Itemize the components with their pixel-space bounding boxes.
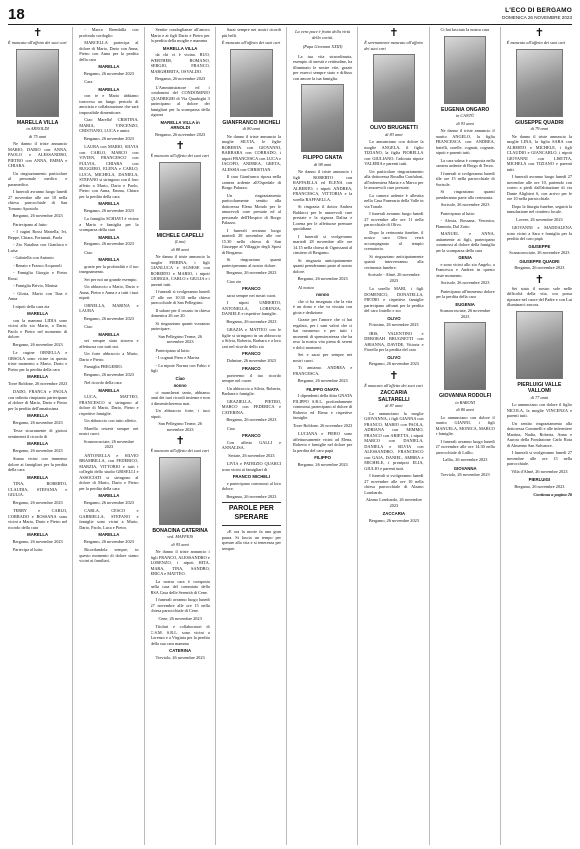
notice-name: nonno [173, 383, 187, 389]
notice-place-date: Bergamo, 26 novembre 2023 [297, 378, 348, 384]
notice-text: Marella resterà sempre nei nostri cuori. [79, 425, 139, 436]
notice-text: Lo annunciano con dolore il figlio NICOLA, la moglie VINCENZA e parenti tutti. [506, 402, 572, 419]
notice-name: MARELLA [27, 311, 49, 317]
notice-text: con la mamma LIDIA sono vicini allo zio Mario, a Dario, Paolo e Pietro nel momento di dolore. [8, 317, 68, 340]
cross-icon: ✝ [389, 368, 399, 382]
notice-name: OLIVO [387, 354, 401, 360]
notice-text: Sei stato il nostro sole nelle difficoltà della vita, ora possa riposare nel cuore del Padre e con Lui illuminarci ancora. [506, 285, 572, 308]
deceased-detail: (Lino) [174, 239, 186, 245]
notice-text: La cara salma è composta nella camera ardente di Borgo di Terzo. [435, 157, 495, 169]
notice-text: MARCELLA partecipa al dolore di Mario, Dario con Anna, Pietro con Anna per la perdita della cara [79, 40, 139, 62]
notice-text: Partecipano al lutto: [155, 347, 191, 353]
notice-text: - I cognati Piero e Marisa [155, 355, 200, 361]
notice-text: Cara [84, 79, 93, 84]
notice-place-date: Bergamo, 26 novembre 2023 [83, 241, 134, 246]
notice-text: - Alexia, Rossana, Veronica, Flaminia, Dal Zotto [435, 218, 495, 229]
notice-place-date: Bergamo, 26 novembre 2023 [12, 499, 63, 505]
deceased-detail: di 83 anni [385, 131, 403, 137]
notice-text: grazie per la profondità e il tuo insegnamento. [79, 263, 139, 274]
notice-place-date: Bergamo, 26 novembre 2023 [226, 318, 277, 324]
notice-text: Ne danno il triste annuncio il marito ANGELO, la figlia FRANCESCA con ANDREA, fratelli, sorelle, cognati, cognate, nipoti e parenti tutti. [435, 128, 495, 156]
notice-text: Famiglia PREGERIO. [84, 364, 123, 369]
notice-text: - Gabriella con Antonio [13, 255, 54, 261]
deceased-name: GIOVANNA RODOLFI [439, 393, 492, 400]
deceased-detail: ved. MAFFEIS [167, 534, 194, 540]
notice-text: Ricordandola sempre, in questo momento di dolore siamo vicini ai familiari. [79, 547, 139, 563]
notice-place-date: Bergamo, 26 novembre 2023 [12, 419, 63, 425]
notice-name: FRANCO [242, 286, 261, 292]
notice-text: Ne danno il triste annuncio la moglie LINA, la figlia SARA con ALBERTO e MICHELE, i figli CLAUDIO e GIANCARLO, i nipoti GIOVANNI con LISETTA, MICHELA con TIZIANO e parenti tutti. [506, 133, 572, 172]
portrait-photo [16, 49, 59, 117]
notice-place-date: Cene, 26 novembre 2023 [158, 615, 202, 621]
page-number: 18 [8, 6, 25, 23]
notice-text: - Famiglia Giorgio e Pietro Rossi [8, 270, 68, 281]
notice-place-date: San Pellegrino Terme, 26 novembre 2023 [158, 333, 202, 345]
notice-place-date: Bergamo, 26 novembre 2023 [12, 341, 63, 347]
notice-text: Il salone per il rosario in chiesa domenica 26 ore 20. [150, 307, 210, 319]
deceased-detail: di 88 anni [171, 246, 189, 252]
notice-text: - Famiglia Brivio, Marina [13, 283, 58, 289]
notice-name: MARELLA [27, 413, 49, 419]
deceased-detail: in BARONI [455, 399, 475, 405]
notice-place-date: Bergamo, 26 novembre 2023 [83, 207, 134, 213]
notice-place-date: Scanzorosciate, 26 novembre 2023 [83, 438, 135, 449]
deceased-name: GIANFRANCO MICHELI [222, 119, 281, 126]
notice-text: Nel ricordo della cara [84, 380, 122, 385]
notice-name: MARELLA [98, 257, 120, 262]
notice-place-date: Dalmine, 26 novembre 2023 [226, 357, 276, 363]
notice-name: OLIVO [387, 315, 401, 321]
notice-text: Ne danno il triste annuncio la moglie PIERINA, i figli GIANLUCA e AGNESE con ROBERTO e MARIO, i nipoti GIORGIA, CARLO e GIULIA e i parenti tutti. [150, 254, 210, 287]
notice-text: IRIS, VALENTINO e DEBORAH BRUGNETTI con ARIANNA, DAVIDE, Vittoria e Fiorella per la perdita del caro [364, 330, 424, 353]
notice-text: L'Amministratore ed i condomini del CONDOMINIO QUADRIGHI di Via Quadrighi 3 partecipano al dolore dei famigliari per la scomparsa della signora [150, 84, 210, 117]
notice-text: - Marco Brembilla con profondo cordoglio [79, 27, 139, 38]
notice-text: che ci ha insegnato che la vita è un dono e che va vissuta con gioia e dedizione. [293, 298, 353, 315]
column-5 [293, 27, 358, 845]
notice-text: ci mancherai tanto, abbiamo tanti dei tuoi ricordi insieme e non ti dimenticheremo mai. [150, 389, 210, 406]
notice-text: ORNELLA, MARINA e LAURA [79, 302, 139, 313]
notice-name: GIUSEPPE [528, 243, 551, 249]
notice-place-date: Scanzorosciate, 26 novembre 2023 [509, 250, 570, 256]
continuation-note: Continua a pagina 26 [533, 492, 572, 498]
cross-icon: ✝ [534, 27, 544, 39]
portrait-photo [373, 54, 416, 122]
notice-text: - La nipote Norma con Fabio e figli [150, 362, 210, 374]
notice-text: Si ringraziano quanti vorranno partecipare. [150, 320, 210, 332]
deceased-name: PIERLUIGI VALLE VALLOMI [517, 381, 562, 395]
notice-name: Ciao [175, 375, 185, 381]
notice-text: I funerali si svolgeranno martedì 28 novembre alle ore 14.15 nella chiesa di Ognissanti al cimitero di Bergamo. [293, 233, 353, 256]
notice-text: Si ringraziano anticipatamente quanti interverranno alla cerimonia funebre. [364, 253, 424, 270]
notice-name: MARELLA [98, 86, 120, 92]
notice-name: MARELLA [98, 201, 120, 206]
notice-text: e sono vicini allo zio Angelo, a Francesca e Andrea in questo triste momento. [435, 261, 495, 278]
notice-text: «E ora la morte fa una gran paura. Si lascia un tempo per sperare alla vita e si tenerezza per sempre. [221, 529, 281, 551]
notice-text: I funerali si svolgeranno lunedì alle ore 15 nella parrocchiale di Sorisole. [435, 170, 495, 187]
notice-text: Tesse sicuramente di gioiosi sentimenti il ricordo di [8, 428, 68, 439]
notice-name: EUGENIA [455, 301, 475, 307]
notice-name: MARELLA [27, 374, 49, 380]
cross-icon: ✝ [33, 27, 43, 39]
notice-text: Ciao [84, 324, 93, 329]
notice-text: Ciao [84, 249, 93, 255]
notice-place-date: Sorisole - Almè, 26 novembre 2023 [368, 272, 420, 283]
notice-place-date: Lovere, 26 novembre 2023 [516, 216, 563, 222]
notice-text: Lo annunciano con dolore la moglie ANGELA, il figlio TIZIANO, la figlia FIORELLA con GIULIANO, l'adorata nipote VALERIA e parenti tutti. [364, 139, 424, 167]
notice-place-date: San Pellegrino Terme, 26 novembre 2023 [158, 421, 202, 432]
cross-icon: ✝ [175, 139, 185, 152]
notice-text: e partecipano commossi al loro dolore. [221, 480, 281, 492]
notice-text: I dipendenti della ditta GNATA FILIPPO S.R.L. profondamente commossi partecipano al dolore di Roberto ed Elena e rispettive famiglie. [293, 393, 353, 421]
notice-text: La famiglia SCHIAVI è vicina a Mario e famiglia per la scomparsa della cara [79, 216, 139, 232]
portrait-photo [230, 49, 273, 117]
notice-place-date: Bergamo, 26 novembre 2023 [226, 493, 277, 499]
notice-text: Ne danno il triste annuncio la moglie SILVIA, le figlie ROBERTA con GIOVANNI, BARBARA con CORRADO, i nipoti FRANCESCA con LUCA e JACOPO, ANDREA, GRETA, ALESSIA con CHRISTIAN. [221, 133, 281, 172]
notice-text: LUCA, MATTEO, FRANCESCO si stringono al dolore di Mario, Dario, Pietro e rispettive famiglie. [79, 394, 139, 416]
column-1 [8, 27, 73, 845]
notice-text: La sorella MARI, i figli DOMENICO, DONATELLA, PIETRO e rispettive famiglie partecipano affranti per la perdita del caro fratello e zio [364, 286, 424, 314]
notice-name: MARELLA VILLA [162, 45, 198, 51]
notice-text: La camera ardente è allestita nella Casa Funeraria della Valle in via Tonale. [364, 192, 424, 209]
notice-place-date: Seriate, 26 novembre 2023 [228, 452, 275, 458]
notice-place-date: Sorisole, 26 novembre 2023 [440, 280, 490, 286]
notice-lead: È mancato all'affetto dei suoi cari [506, 40, 566, 45]
notice-name: MARELLA [98, 234, 120, 240]
notice-text: Il caro Gianfranco riposa nella camera ardente all'Ospedale di Borgo Palazzo. [221, 174, 281, 191]
notice-text: Ti amiamo. ANDREA e FRANCESCA. [293, 365, 353, 376]
notice-text: Partecipano al lutto: [13, 221, 48, 227]
notice-name: FILIPPO [314, 455, 331, 461]
notice-text: porteremo il tuo ricordo sempre nel cuore. [221, 372, 281, 384]
notice-place-date: Bergamo, 26 novembre 2023 [368, 361, 419, 367]
notice-text: LIVIA e PATRIZIO QUARCI sono vicini ai famigliari di [221, 461, 281, 472]
notice-text: MANUEL e ANNA, unitamente ai figli, partecipano commossi al dolore della famiglia per la scomparsa della cara [435, 231, 495, 253]
notice-place-date: Bergamo, 26 novembre 2023 [155, 131, 206, 137]
deceased-detail: di 79 anni [530, 126, 549, 132]
deceased-name: ZACCARIA SALTARELLI [378, 390, 410, 403]
notice-text: Un ringraziamento particolarmente sentito alla dottoressa Elena Mondo per le amorevoli cure prestate ed al personale dell'Hospice di Borgo Palazzo. [221, 192, 281, 226]
notice-text: Sentite condoglianze all'amico Mario e ai figli Dario e Pietro per la perdita della moglie e mamma [150, 27, 210, 43]
notice-lead: È mancato all'affetto dei suoi cari [364, 382, 423, 388]
notice-quote: (Papa Giovanni XXIII) [302, 44, 343, 49]
notice-place-date: Treviolo, 26 novembre 2023 [155, 654, 205, 660]
deceased-detail: di 80 anni [242, 126, 261, 132]
notice-place-date: Torre Boldone, 26 novembre 2023 [8, 380, 68, 386]
notice-name: FRANCO [242, 351, 261, 357]
deceased-detail: di 80 anni [456, 407, 474, 413]
notice-place-date: Bergamo, 26 novembre 2023 [226, 417, 277, 423]
notice-lead: È mancata all'affetto dei suoi cari [8, 40, 67, 45]
notice-text: - Zio Natalina con Gianluca e Luisa [8, 242, 68, 253]
notice-text: Titolari e collaboratori di C.S.M. S.R.L. sono vicini a Lorenzo e a Virginia per la perdita della sua cara mamma [150, 624, 210, 646]
notice-text: Ne danno il triste annuncio i figli ROBERTO con RAFFAELLA ed ELENA con ALBERTO, i nipoti ANDREA, FRANCESCA, VITTORIA e la sorella RAFFAELLA. [293, 169, 353, 202]
notice-name: GIOVANNA [453, 465, 477, 471]
cross-icon: ✝ [175, 434, 185, 448]
notice-text: I funerali avranno luogo lunedì 27 novembre alle ore 14.30 nella parrocchiale di Lallio. [435, 438, 495, 455]
column-2 [79, 27, 144, 845]
deceased-name: EUGENIA ONGARO [441, 106, 490, 113]
deceased-detail: di 87 anni [385, 403, 403, 409]
column-8 [507, 27, 572, 845]
notice-name: MARELLA [98, 532, 120, 537]
portrait-photo [444, 36, 487, 104]
notice-text: I funerali avranno luogo lunedì 27 novembre alle ore 15 nella chiesa parrocchiale di Cene. [150, 597, 210, 614]
portrait-photo [159, 457, 202, 525]
notice-text: Lo annunciano la moglie GIOVANNA, i figli GIANNA con FRANCO, MARIO con PAOLA, ADRIANA con MIMMO, FRANCO con ARIETTA, i nipoti MARCO con DANIELA, DANIELA e SILVIA con ALESSANDRO, FRANCESCO con GAIA, DANIEL, AMBRA e MICHELE, i pronipoti ELIA, GIULIO e parenti tutti. [364, 410, 424, 471]
notice-text: Un abbraccio a Mario, Dario e Anna, Pietro e Anna e a tutti i tuoi nipoti. [79, 284, 139, 300]
notice-place-date: Bergamo, 26 novembre 2023 [297, 461, 348, 467]
notice-text: Ciao Marella! CRISTINA, MARIA, VINCENZO, CRISTIANO, LUCA e amici. [79, 117, 139, 133]
notice-text: Ci hai lasciato la nostra cara [440, 27, 490, 32]
notice-text: I funerali avranno luogo lunedì 27 novembre alle ore 10 nella chiesa parrocchiale di San Tomaso Apostolo. [8, 189, 68, 211]
notice-name: GENIA [458, 255, 472, 261]
notice-place-date: Sorisole, 26 novembre 2023 [440, 202, 490, 208]
notice-text: I funerali si svolgeranno lunedì 27 alle ore 10.30 nella chiesa parrocchiale di San Pellegrino. [150, 289, 210, 306]
cross-icon: ✝ [534, 272, 544, 286]
notice-text: Un abbraccio a Silvia, Roberta, Barbara e famiglie. [221, 385, 281, 397]
notice-text: Dopo la liturgia funebre, seguirà la tumulazione nel cimitero locale. [506, 203, 572, 215]
notice-name: PIERLUIGI [528, 477, 551, 483]
notice-text: Sarai sempre nei nostri ricordi più belli. [221, 27, 281, 38]
notice-text: Un abbraccio forte, i tuoi nipoti. [150, 408, 210, 419]
notice-place-date: Alzano Lombardo, 26 novembre 2023 [365, 497, 422, 508]
notice-text: Al nostro [298, 284, 315, 290]
deceased-name: FILIPPO GNATA [302, 155, 343, 161]
notice-text: GRAZIA e MATTEO con le figlie si stringono in un abbraccio a Silvia, Roberta, Barbara e a loro cari nel ricordo dello zio [221, 327, 281, 349]
portrait-photo [159, 162, 202, 230]
notice-text: da chi vi è vicino. RUO, WERTHER, ROMANO, SERGIO, FRANCO, MARGHERITA, OSVALDO. [150, 52, 210, 74]
notice-text: I funerali si svolgeranno lunedì 27 novembre alle ore 10 nella chiesa parrocchiale di Alzano Lombardo. [364, 473, 424, 495]
notice-text: GRAZIELLA, PIETRO, MARCO con FEDERICA e CATERINA. [221, 398, 281, 415]
notice-lead: È serenamente mancato all'affetto dei suoi cari [364, 40, 423, 51]
column-3 [151, 27, 216, 845]
notice-place-date: Bergamo, 26 novembre 2023 [514, 265, 565, 271]
notice-place-date: Bergamo, 26 novembre 2023 [368, 517, 419, 523]
notice-place-date: Bergamo, 26 novembre 2023 [83, 538, 134, 544]
notice-place-date: Bergamo, 26 novembre 2023 [297, 276, 348, 282]
notice-text: GIOVANNI e MADDALENA sono vicini a Sara e famiglia per la perdita del caro papà [506, 225, 572, 242]
notice-text: La nostra cara è composta nella casa del commiato della RSA Casa delle Serenità di Cene. [150, 578, 210, 595]
notice-text: Sei e sarai per sempre nei nostri cuori. [293, 352, 353, 363]
notice-place-date: Bergamo, 26 novembre 2023 [155, 76, 206, 81]
notice-text: Si ringrazia il dottor Andrea Baldacci per le amorevoli cure prestate e la signora Dalisa e Lorena per le affettuose premure quotidiane. [293, 204, 353, 232]
portrait-photo [444, 322, 487, 390]
notice-text: Si ringraziano quanti prenderanno parte alla cerimonia. [435, 189, 495, 200]
deceased-detail: di 75 anni [28, 133, 47, 139]
notice-place-date: Torre Boldone, 26 novembre 2023 [293, 422, 353, 428]
notice-text: Un particolare ringraziamento alla dottoressa Rosalba Confaloni, all'infermiera Maria e a Marco per le amorevoli cure prestate. [364, 168, 424, 191]
portrait-photo [516, 311, 563, 379]
deceased-name: BONACINA CATERINA [152, 527, 208, 534]
portrait-photo [516, 49, 563, 117]
notice-place-date: Bergamo, 26 novembre 2023 [12, 447, 63, 453]
notice-text: CARLA, CESCO e GABRIELLA, STEFANO e famiglie sono vicini a Mario, Dario, Paolo, Luca e Pietro. [79, 508, 139, 530]
deceased-detail: di 95 anni [171, 541, 189, 547]
notice-text: - Renato e Franco Acquaroli [13, 262, 62, 268]
page-header [8, 6, 572, 25]
notice-text: Siamo vicini con immenso dolore ai famigliari per la perdita della cara [8, 456, 68, 473]
newspaper-name: L'ECO DI BERGAMO [505, 7, 572, 14]
notice-name: MARELLA [27, 474, 49, 480]
notice-lead: È mancato all'affetto dei suoi cari [221, 40, 281, 45]
notice-text: con te e Mario abbiamo trascorso un lungo periodo di amicizia e collaborazione che sarà impossibile dimenticare. [79, 93, 139, 115]
notice-name: FRANCO [242, 366, 261, 372]
notice-text: Un sentito ringraziamento alla dottoressa Cominelli e alle infermiere Martina, Nadia, Roberta, Anna e Aurora della Fondazione Carlo Rota di Almenno San Salvatore. [506, 420, 572, 448]
notice-text: I funerali avranno luogo martedì 28 novembre alle ore 15.30 nella chiesa di San Giuseppe al Villaggio degli Sposi di Bergamo. [221, 227, 281, 255]
column-4 [222, 27, 287, 845]
notice-text: Con affetto GALLI e ANNALISA. [221, 439, 281, 451]
notice-text: - Gloria, Mario con Tina e Anna [8, 290, 68, 302]
deceased-name: GIUSEPPE QUADRI [515, 119, 564, 126]
notice-name: MARELLA [98, 331, 120, 337]
notice-text: sarai sempre nei nostri cuori. [226, 292, 277, 298]
notice-name: ZACCARIA [382, 511, 406, 517]
notice-place-date: Bergamo, 26 novembre 2023 [83, 70, 134, 76]
notice-text: Un abbraccio con tutto affetto. [84, 418, 137, 423]
notice-place-date: Scanzorosciate, 26 novembre 2023 [439, 308, 491, 319]
deceased-name: OLIVO BRUGNETTI [369, 125, 418, 131]
notice-text: I funerali si svolgeranno lunedì 27 novembre alle ore 15 nella parrocchiale. [506, 450, 572, 467]
notice-text: Un forte abbraccio a Mario, Dario e Pietro. [79, 351, 139, 362]
notice-place-date: Potosino, 26 novembre 2023 [369, 322, 419, 328]
notice-name: MARELLA [98, 493, 120, 498]
notice-name: nonno [316, 292, 330, 298]
notice-name: FRANCO MICHELI [232, 474, 270, 480]
notice-place-date: Bergamo, 26 novembre 2023 [514, 483, 565, 489]
notice-name: MARELLA [27, 441, 49, 447]
notice-text: Si ringraziano quanti parteciperanno al nostro dolore. [221, 257, 281, 268]
notice-name: MARELLA [27, 532, 49, 538]
portrait-photo [301, 84, 344, 152]
deceased-detail: in ARNOLDI [26, 126, 49, 132]
deceased-name: MICHELE CAPELLI [156, 232, 204, 239]
notice-text: DADO, FRANCA e PAOLA con infinito rimpianto partecipano al dolore di Mario, Dario e Pietro per la perdita dell'amatissima [8, 389, 68, 411]
notice-text: Ciao zio [226, 278, 242, 284]
notice-name: MARELLA [98, 64, 120, 69]
deceased-detail: di 98 anni [313, 161, 332, 167]
notice-text: Ne danno il triste annuncio MARIO, DARIO con ANNA, PAOLO e ALESSANDRO, PIETRO con ANNA, EMMA e CHIARA. [8, 141, 68, 169]
notice-text: Lo annunciano con dolore il marito GIANNI, i figli MANUELA, MONICA, MARCO e famiglie. [435, 414, 495, 437]
notice-text: La tua vita straordinaria, esempio di onestà e rettitudine, ha illuminato le nostre vite, grazie per esserci sempre stato e diffuso con amore la tua famiglia. [293, 53, 353, 81]
notice-place-date: Lallio, 26 novembre 2023 [442, 457, 488, 463]
notice-text: I nipoti della cara zia [13, 303, 50, 309]
notice-text: Le cugine ORNELLA e ORSOLA sono vicine in questo triste momento a Mario, Dario e Pietro per la perdita della cara [8, 350, 68, 372]
notice-place-date: Bergamo, 26 novembre 2023 [83, 499, 134, 505]
notice-name: MARELLA VILLA in ARNOLDI [160, 119, 200, 130]
notice-quote: La vera pace è frutto della virtù della carità. [295, 29, 351, 40]
notice-place-date: Bergamo, 26 novembre 2023 [83, 315, 134, 321]
notice-place-date: Bergamo, 26 novembre 2023 [83, 135, 134, 141]
notice-place-date: Treviolo, 26 novembre 2023 [440, 472, 490, 478]
notice-name: GIUSEPPE QUADRI [519, 258, 560, 264]
notice-place-date: Bergamo, 26 novembre 2023 [12, 213, 63, 219]
notice-lead: È mancato all'affetto dei suoi cari [150, 448, 210, 454]
notice-text: I funerali avranno luogo lunedì 27 novembre alle ore 11 nella parrocchiale di Olivo. [364, 211, 424, 228]
notice-text: Partecipano all'immenso dolore per la perdita della cara [435, 288, 495, 300]
notice-text: Partecipa al lutto: [13, 547, 44, 553]
notice-text: TINA, ROBERTO, CLAUDIA, STEFANIA e GIULIA. [8, 481, 68, 498]
notice-place-date: Bergamo, 26 novembre 2023 [83, 371, 134, 377]
notice-text: Dopo la cerimonia funebre, il nostro caro Olivo verrà accompagnato al tempio crematorio. [364, 229, 424, 252]
notice-text: Ciao [226, 425, 235, 431]
notice-lead: È mancato all'affetto dei suoi cari [150, 153, 210, 158]
notice-text: Partecipano al lutto: [440, 210, 476, 216]
notice-place-date: Bergamo, 26 novembre 2023 [226, 270, 277, 276]
notice-text: Grazie per l'amore che ci hai regalato, per i sani valori che ci hai trasmesso e per tutti i momenti di spensieratezza che ha reso la nostra vita piena di sereni e dolci momenti. [293, 317, 353, 350]
notice-place-date: Villa d'Almè, 26 novembre 2023 [511, 468, 568, 474]
deceased-name: MARELLA VILLA [16, 119, 59, 126]
notice-text: Un ringraziamento particolare al personale medico e paramedico. [8, 170, 68, 187]
section-heading: PAROLE PER SPERARE [222, 502, 281, 526]
obituary-columns [8, 27, 572, 845]
notice-text: LUCIANA e PIERO sono affettuosamente vicini ad Elena, Roberto e famiglie nel dolore per la perdita del caro papà [293, 431, 353, 453]
notice-text: TERRY e CARLO, CORRADO e ROSSANA sono vicini a Mario, Dario e Pietro nel ricordo della cara [8, 508, 68, 530]
notice-text: Si ringrazia anticipatamente quanti prenderanno parte al nostro dolore. [293, 257, 353, 274]
notice-text: Sei per noi un grande esempio. [84, 276, 138, 282]
deceased-detail: in CANTÙ [455, 113, 475, 119]
column-6 [364, 27, 429, 845]
notice-text: I nipoti UMBERTO, ANTONELLA, LORENZA, DANIELE e rispettive famiglie. [221, 300, 281, 317]
notice-name: MARELLA [98, 387, 120, 393]
notice-text: - I cugini Rossi Mariella, Ivi, Beppe, Chiara, Fortunati, Paola [8, 229, 68, 240]
notice-place-date: Bergamo, 26 novembre 2023 [12, 538, 63, 544]
notice-text: LAURA con MARIO, SILVIA con CARLO, MARCO con VIVIEN, FRANCESCO con FULVIA, CHIARA con RUGGERO, ELENA e CARLO, LUCA, MICHELA, DANIELA, STEFANO si stringono con il loro affetto a Mario, Dario e Paolo, Pietro con Anna, Emma, Chiara per la perdita della cara [79, 144, 139, 199]
notice-text: sei sempre stata sincera e affettuosa con tutti noi. [79, 338, 139, 349]
notice-name: FRANCO [242, 433, 261, 439]
notice-text: Ne danno il triste annuncio i figli FRANCO, ALESSANDRO e LORENZO, i nipoti RITA, MARA, TINA, SANDRO, ERICA e MATTEO. [150, 549, 210, 577]
notice-text: ANTONELLA e SILVIO BRAMBILLA, con FEDERICO, MARZIA, VITTORIO e tutti i colleghi dello studio GRISELLI e ASSOCIATI si stringono al dolore di Mario, Dario e Pietro per la perdita della cara [79, 452, 139, 491]
notice-name: CATERINA [169, 648, 192, 654]
cross-icon: ✝ [389, 27, 399, 39]
notice-name: FILIPPO GNATA [306, 386, 339, 392]
notice-text: I funerali avranno luogo lunedì 27 novembre alle ore 10, partendo con corteo a piedi dall'abitazione di via Dante Alighieri 6, con arrivo per le ore 10 nella parrocchiale. [506, 174, 572, 202]
deceased-detail: di 77 anni [530, 394, 549, 400]
deceased-detail: di 93 anni [456, 120, 474, 126]
column-7 [436, 27, 501, 845]
newspaper-masthead [502, 7, 572, 21]
issue-date: DOMENICA 26 NOVEMBRE 2023 [502, 15, 572, 21]
